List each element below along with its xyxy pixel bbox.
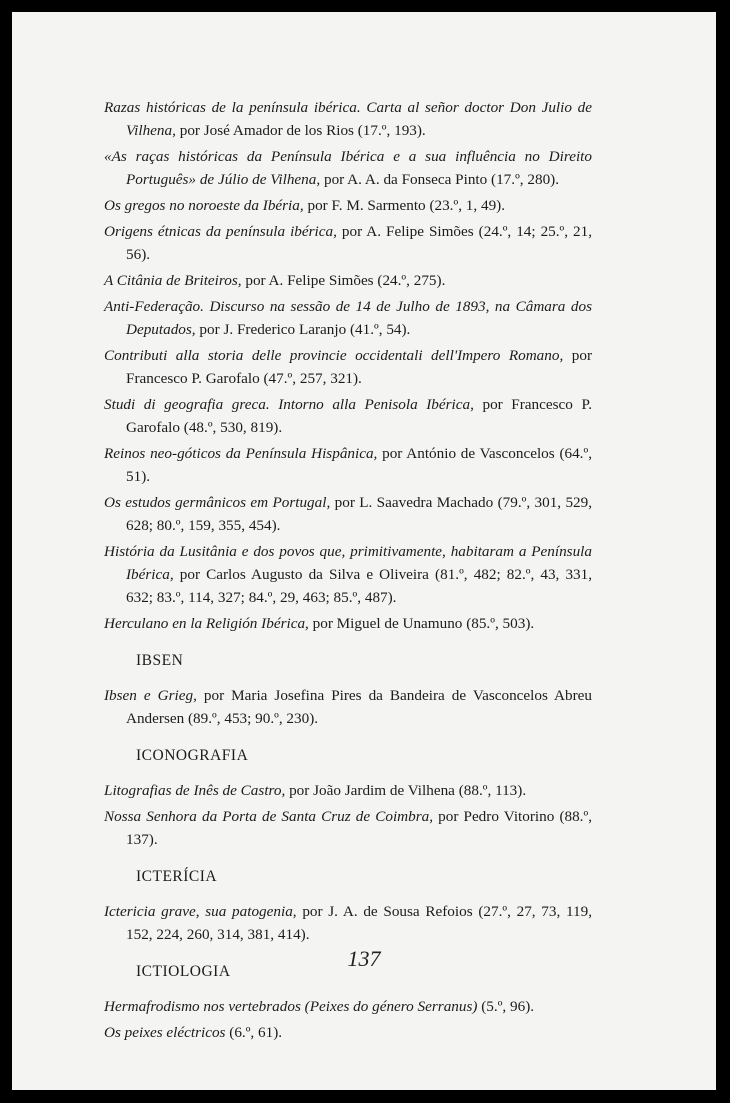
entry-references: (89.º, 453; 90.º, 230). [188,710,319,727]
entry-references: (17.º, 193). [357,122,426,139]
entry-references: (48.º, 530, 819). [183,419,283,436]
page-number: 137 [347,946,381,971]
entry-references: (27.º, 27, 73, 119, 152, 224, 260, 314, 381, 414). [126,903,593,943]
entry-author: por F. M. Sarmento [307,197,426,214]
section-heading: ICTERÍCIA [136,868,218,885]
entry-references: (17.º, 280). [491,171,560,188]
entry-author: por A. A. da Fonseca Pinto [323,171,488,188]
document-page [12,12,716,1090]
entry-author: por A. Felipe Simões [341,223,474,240]
index-entry [104,194,592,217]
entry-title: Origens étnicas da península ibérica, [104,223,337,240]
index-entry [104,491,592,537]
index-entry [104,612,592,635]
index-entry [104,779,592,802]
entry-references: (64.º, 51). [126,445,592,485]
entry-references: (79.º, 301, 529, 628; 80.º, 159, 355, 454). [126,494,593,534]
entry-title: Contributi alla storia delle provincie occidentali dell'Impero Romano, [104,347,564,364]
entry-author: por João Jardim de Vilhena [289,782,455,799]
entry-author: por A. Felipe Simões [245,272,374,289]
entry-references: (88.º, 137). [126,808,592,848]
entry-references: (81.º, 482; 82.º, 43, 331, 632; 83.º, 114, 327; 84.º, 29, 463; 85.º, 487). [126,566,593,606]
index-entry [104,269,592,292]
entry-author: por L. Saavedra Machado [334,494,494,511]
entry-title: Reinos neo-góticos da Península Hispânica, [104,445,378,462]
entry-author: por António de Vasconcelos [382,445,555,462]
entry-author: por José Amador de los Rios [179,122,354,139]
index-entry [104,145,592,191]
entry-author: por Carlos Augusto da Silva e Oliveira [179,566,429,583]
index-entry [104,96,592,142]
entry-title: «As raças históricas da Península Ibérica e a sua influência no Direito Português» de Júlio de Vilhena, [104,148,592,188]
entry-title: A Citânia de Briteiros, [104,272,242,289]
entry-title: Ibsen e Grieg, [104,687,197,704]
index-entry [104,805,592,851]
entry-title: Anti-Federação. Discurso na sessão de 14 de Julho de 1893, na Câmara dos Deputados, [104,298,592,338]
entry-author: por J. Frederico Laranjo [199,321,347,338]
entry-author: por J. A. de Sousa Refoios [302,903,473,920]
index-entry [104,220,592,266]
index-content [104,96,592,1047]
entry-references: (88.º, 113). [458,782,527,799]
index-entry [104,684,592,730]
entry-references: (5.º, 96). [481,998,535,1015]
entry-title: Os peixes eléctricos [104,1024,226,1041]
entry-title: Razas históricas de la península ibérica. Carta al señor doctor Don Julio de Vilhena, [104,99,592,139]
entry-references: (47.º, 257, 321). [263,370,362,387]
entry-references: (24.º, 275). [377,272,446,289]
section-heading: ICTIOLOGIA [136,963,231,980]
index-entry [104,295,592,341]
entry-title: Studi di geografia greca. Intorno alla Penisola Ibérica, [104,396,474,413]
index-entry [104,995,592,1018]
entry-author: por Francesco P. Garofalo [126,396,592,436]
entry-title: Os gregos no noroeste da Ibéria, [104,197,304,214]
section-heading: IBSEN [136,652,184,669]
entry-author: por Francesco P. Garofalo [126,347,592,387]
index-entry [104,1021,592,1044]
entry-references: (85.º, 503). [466,615,535,632]
entry-references: (6.º, 61). [229,1024,283,1041]
entry-title: Herculano en la Religión Ibérica, [104,615,309,632]
index-entry [104,442,592,488]
entry-title: Litografias de Inês de Castro, [104,782,286,799]
entry-title: Os estudos germânicos em Portugal, [104,494,331,511]
entry-title: Nossa Senhora da Porta de Santa Cruz de Coimbra, [104,808,434,825]
entry-title: Hermafrodismo nos vertebrados (Peixes do género Serranus) [104,998,478,1015]
entry-author: por Maria Josefina Pires da Bandeira de Vasconcelos Abreu Andersen [126,687,593,727]
entry-author: por Miguel de Unamuno [312,615,463,632]
entry-references: (41.º, 54). [349,321,411,338]
entry-references: (24.º, 14; 25.º, 21, 56). [126,223,593,263]
entry-title: Ictericia grave, sua patogenia, [104,903,297,920]
section-heading: ICONOGRAFIA [136,747,249,764]
index-entry [104,393,592,439]
entry-author: por Pedro Vitorino [438,808,555,825]
index-entry [104,540,592,609]
entry-references: (23.º, 1, 49). [429,197,506,214]
index-entry [104,344,592,390]
entry-title: História da Lusitânia e dos povos que, primitivamente, habitaram a Península Ibérica, [104,543,592,583]
index-entry [104,900,592,946]
